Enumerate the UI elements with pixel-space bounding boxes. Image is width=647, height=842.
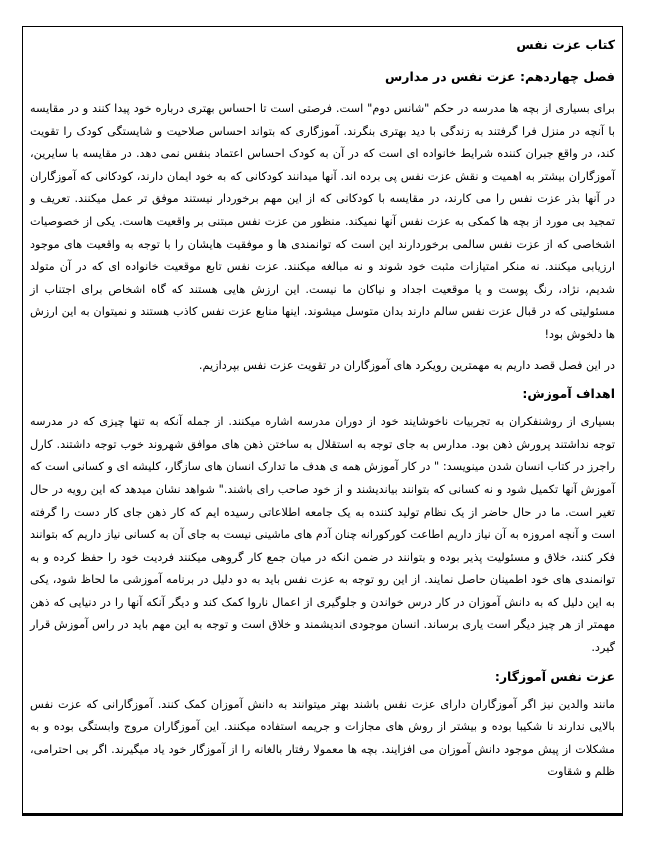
bottom-rule (22, 813, 623, 816)
intro-summary-paragraph: در این فصل قصد داریم به مهمترین رویکرد های آموزگاران در تقویت عزت نفس بپردازیم. (198, 358, 615, 372)
section-title-teacher-self-esteem: عزت نفس آموزگار: (494, 668, 615, 684)
intro-paragraph: برای بسیاری از بچه ها مدرسه در حکم "شانس دوم" است. فرصتی است تا احساس بهتری درباره خود پیدا کنند و در مقایسه با آنچه در منزل فرا گرفتند به زندگی با دید بهتری بنگرند. آموزگاری که بتواند احساس صلاحیت و شایستگی کودک را تقویت کند، در واقع جبران کننده شرایط خانواده ای است که در آن به کودک احساس اعتماد بنفس نمی دهد. در مقایسه با سایرین، آموزگاران بیشتر به اهمیت و نقش عزت نفس پی برده اند. آنها میدانند کودکانی که به خود ایمان دارند، کودکانی که آموزگاران در آنها بذر عزت نفس را می کارند، در مقایسه با کودکانی که از این مهم برخوردار نیستند موفق تر عمل میکنند. تعریف و تمجید بی مورد از بچه ها کمکی به عزت نفس آنها نمیکند. منظور من عزت نفس مبتنی بر واقعیت هاست. یکی از خصوصیات اشخاصی که از عزت نفس سالمی برخوردارند این است که توانمندی ها و موفقیت هایشان را با توجه به واقعیت های موجود ارزیابی میکنند. نه منکر امتیازات مثبت خود شوند و نه مبالغه میکنند. عزت نفس تابع موقعیت خانواده ای که در آن متولد شدیم، نژاد، رنگ پوست و یا موقعیت اجداد و نیاکان ما نیست. این ارزش هایی هستند که گاه اشخاص برای اجتناب از مسئولیتی که در قبال عزت نفس سالم دارند بدان متوسل میشوند. اینها منابع عزت نفس کاذب هستند و نمیتوان به این ارزش ها دلخوش بود! (30, 102, 615, 341)
book-title: کتاب عزت نفس (516, 37, 615, 52)
document-body (30, 36, 615, 792)
chapter-title: فصل چهاردهم: عزت نفس در مدارس (385, 69, 615, 84)
education-goals-paragraph: بسیاری از روشنفکران به تجربیات ناخوشایند خود از دوران مدرسه اشاره میکنند. از جمله آنکه به تنها چیزی که در مدرسه توجه نداشتند پرورش ذهن بود. مدارس به جای توجه به استقلال به ساختن ذهن های موافق شهروند خوب توجه داشتند. کارل راجرز در کتاب انسان شدن مینویسد: " در کار آموزش همه ی هدف ما تدارک انسان های سازگار، کلیشه ای و کسانی است که آموزش آنها تکمیل شود و نه کسانی که بتوانند بیاندیشند و از خود صاحب رای باشند." شواهد نشان میدهد که این رویه در حال تغیر است. ما در حال حاضر از یک نظام تولید کننده به یک جامعه اطلاعاتی رسیده ایم که کار ذهن جای کار دست را گرفته است و آنچه امروزه به آن نیاز داریم اطاعت کورکورانه چنان آدم های ماشینی نیست به جای آن به کسانی نیاز داریم که بتوانند فکر کنند، خلاق و مسئولیت پذیر بوده و بتوانند در ضمن انکه در میان جمع کار گروهی میکنند فردیت خود را حفظ کرده و به توانمندی های خود اطمینان حاصل نمایند. از این رو توجه به عزت نفس باید به دو دلیل در برنامه آموزشی ما لحاظ شود، یکی به این دلیل که به دانش آموزان در کار درس خواندن و جلوگیری از اعمال ناروا کمک کند و دیگر آنکه آنها را در دنیایی که ذهن مهمتر از هر چیز دیگر است یاری برساند. انسان موجودی اندیشمند و خلاق است و توجه به این مهم باید در راس آموزش قرار گیرد. (30, 415, 615, 655)
section-title-education-goals: اهداف آموزش: (522, 386, 615, 402)
teacher-self-esteem-paragraph: مانند والدین نیز اگر آموزگاران دارای عزت نفس باشند بهتر میتوانند به دانش آموزان کمک کنند. آموزگارانی که عزت نفس بالایی ندارند نا شکیبا بوده و بیشتر از روش های مجازات و جریمه استفاده میکنند. این آموزگاران مروج وابستگی بوده و به مشکلات از پیش موجود دانش آموزان می افزایند. بچه ها معمولا رفتار بالغانه را از آموزگار خود یاد میگیرند. اگر بی احترامی، ظلم و شقاوت (30, 697, 615, 779)
